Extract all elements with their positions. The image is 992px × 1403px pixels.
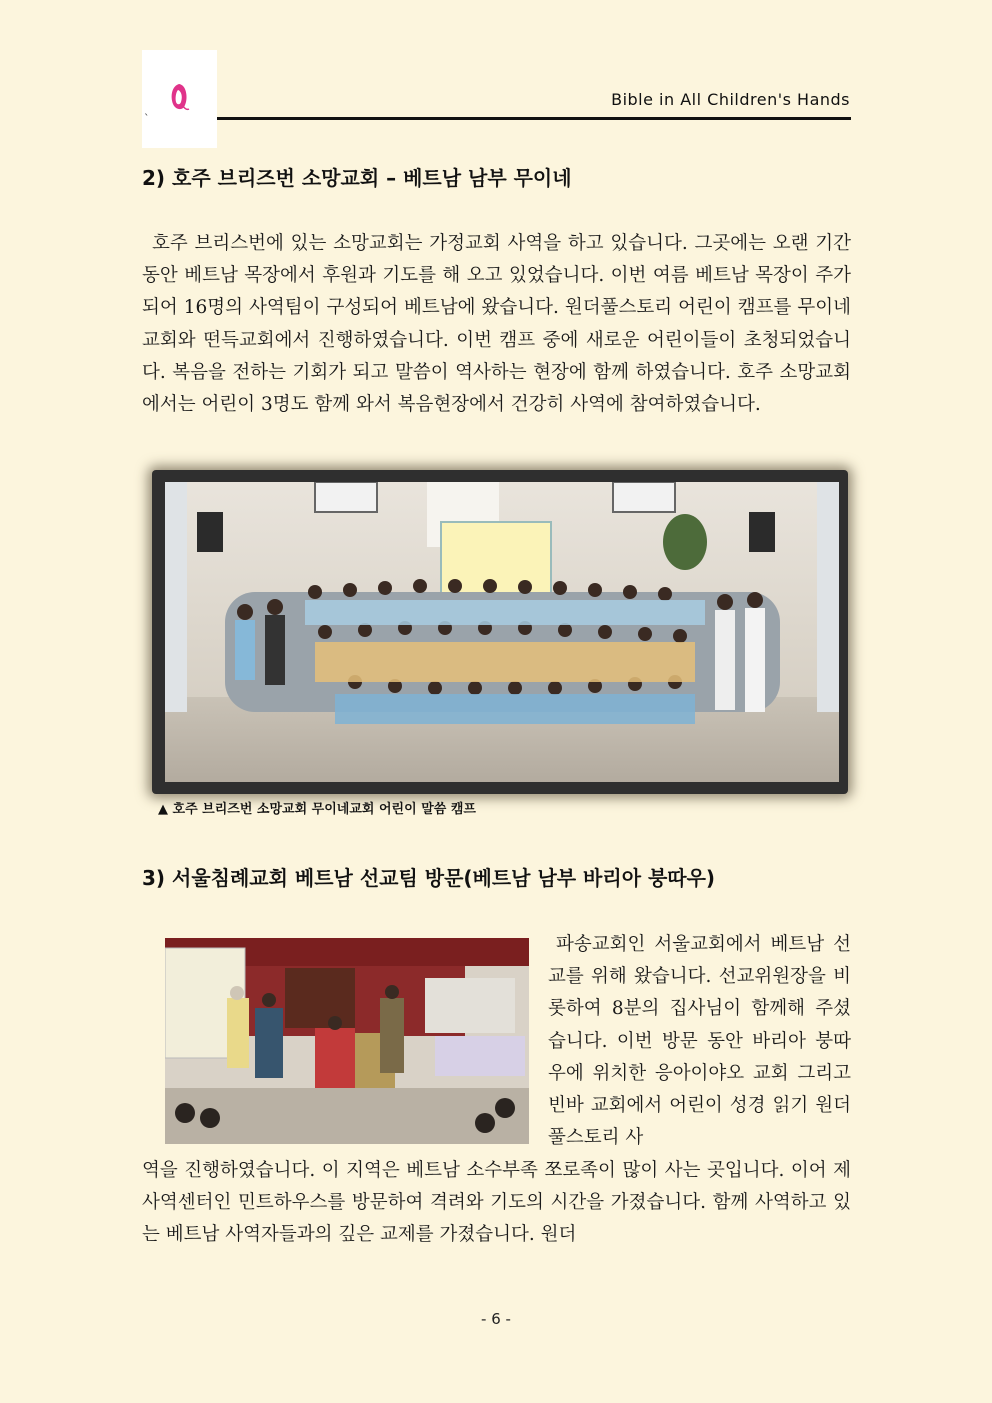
section3-paragraph-full: 역을 진행하였습니다. 이 지역은 베트남 소수부족 쪼로족이 많이 사는 곳입니다. 이어 제 사역센터인 민트하우스를 방문하여 격려와 기도의 시간을 가졌습니다. 함께 사역하고 있는 베트남 사역자들과의 깊은 교제를 가졌습니다. 원더 — [142, 1160, 851, 1246]
section3-paragraph-side: 파송교회인 서울교회에서 베트남 선교를 위해 왔습니다. 선교위원장을 비롯하여 8분의 집사님이 함께해 주셨습니다. 이번 방문 동안 바리아 붕따우에 위치한 응아이야오 교회 그리고 빈바 교회에서 어린이 성경 읽기 원더풀스토리 사 — [548, 934, 851, 1149]
section3-heading: 3) 서울침례교회 베트남 선교팀 방문(베트남 남부 바리아 붕따우) — [142, 866, 716, 890]
photo1-caption: ▲ 호주 브리즈번 소망교회 무이네교회 어린이 말씀 캠프 — [158, 802, 476, 817]
logo-box — [142, 50, 217, 148]
header-title: Bible in All Children's Hands — [611, 90, 850, 109]
group-photo-camp — [165, 482, 839, 782]
pink-hand-logo-icon — [168, 82, 190, 112]
drama-photo-church — [165, 938, 529, 1144]
section2-paragraph: 호주 브리스번에 있는 소망교회는 가정교회 사역을 하고 있습니다. 그곳에는 오랜 기간 동안 베트남 목장에서 후원과 기도를 해 오고 있었습니다. 이번 여름 베트남 목장이 주가 되어 16명의 사역팀이 구성되어 베트남에 왔습니다. 원더풀스토리 어린이 캠프를 무이네교회와 떤득교회에서 진행하였습니다. 이번 캠프 중에 새로운 어린이들이 초청되었습니다. 복음을 전하는 기회가 되고 말씀이 역사하는 현장에 함께 하였습니다. 호주 소망교회에서는 어린이 3명도 함께 와서 복음현장에서 건강히 사역에 참여하였습니다. — [142, 233, 851, 416]
section2-heading: 2) 호주 브리즈번 소망교회 – 베트남 남부 무이네 — [142, 166, 572, 190]
logo-mark: ` — [144, 112, 150, 125]
header-rule — [217, 117, 851, 120]
page-number: - 6 - — [481, 1310, 511, 1328]
